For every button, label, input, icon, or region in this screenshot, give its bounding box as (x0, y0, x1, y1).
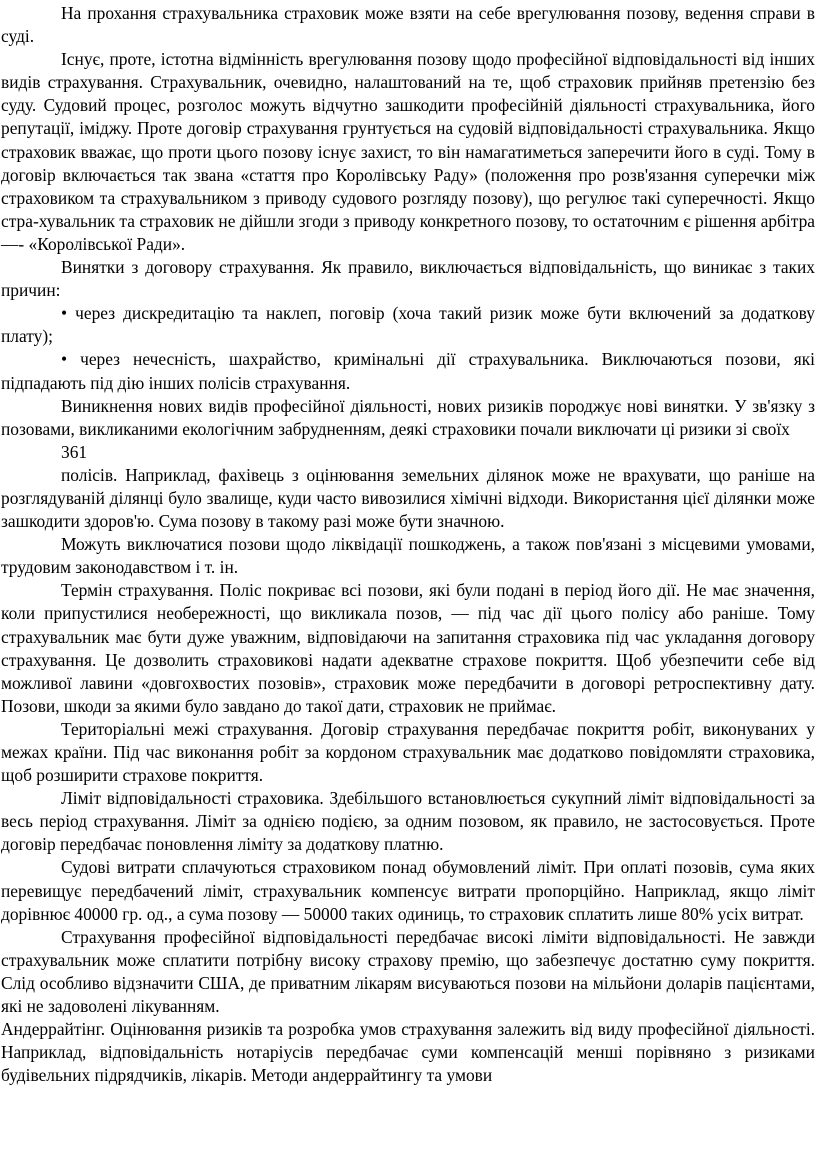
paragraph: Територіальні межі страхування. Договір страхування передбачає покриття робіт, виконуваних у межах країни. Під час виконання робіт за кордоном страхувальник має додатково повідомляти страховика, щоб розширити страхове покриття. (1, 718, 815, 786)
page-number: 361 (61, 441, 88, 462)
paragraph: Термін страхування. Поліс покриває всі позови, які були подані в період його дії. Не має значення, коли припустилися необережності, що викликала позов, — під час дії цього полісу або раніше. Тому страхувальник має бути дуже уважним, відповідаючи на запитання страховика під час укладання договору страхування. Це дозволить страховикові надати адекватне страхове покриття. Щоб убезпечити себе від можливої лавини «довгохвостих позовів», страховик може передбачити в договорі ретроспективну дату. Позови, шкоди за якими було завдано до такої дати, страховик не приймає. (1, 580, 815, 716)
paragraph: Страхування професійної відповідальності передбачає високі ліміти відповідальності. Не завжди страхувальник може сплатити потрібну високу страхову премію, що забезпечує достатню суму покриття. Слід особливо відзначити США, де приватним лікарям висуваються позови на мільйони доларів пацієнтами, які не задоволені лікуванням. (1, 926, 815, 1017)
paragraph: Судові витрати сплачуються страховиком понад обумовлений ліміт. При оплаті позовів, сума яких перевищує передбачений ліміт, страхувальник компенсує витрати пропорційно. Наприклад, якщо ліміт дорівнює 40000 гр. од., а сума позову — 50000 таких одиниць, то страховик сплатить лише 80% усіх витрат. (1, 857, 815, 924)
paragraph: Можуть виключатися позови щодо ліквідації пошкоджень, а також пов'язані з місцевими умовами, трудовим законодавством і т. ін. (1, 534, 815, 578)
paragraph: Винятки з договору страхування. Як правило, виключається відповідальність, що виникає з таких причин: (1, 257, 815, 301)
paragraph: полісів. Наприклад, фахівець з оцінювання земельних ділянок може не врахувати, що раніше на розглядуваній ділянці було звалище, куди часто вивозилися хімічні відходи. Використання цієї ділянки може зашкодити здоров'ю. Сума позову в такому разі може бути значною. (1, 464, 815, 532)
paragraph: Ліміт відповідальності страховика. Здебільшого встановлюється сукупний ліміт відповідальності за весь період страхування. Ліміт за однією подією, за одним позовом, як правило, не застосовується. Проте договір передбачає поновлення ліміту за додаткову платню. (1, 788, 815, 855)
paragraph: На прохання страхувальника страховик може взяти на себе врегулювання позову, ведення справи в суді. (1, 3, 815, 47)
paragraph: Андеррайтінг. Оцінювання ризиків та розробка умов страхування залежить від виду професійної діяльності. Наприклад, відповідальність нотаріусів передбачає суми компенсацій менші порівняно з ризиками будівельних підрядчиків, лікарів. Методи андеррайтингу та умови (1, 1019, 815, 1086)
bullet-item: • через нечесність, шахрайство, кримінальні дії страхувальника. Виключаються позови, які підпадають під дію інших полісів страхування. (1, 349, 815, 393)
bullet-item: • через дискредитацію та наклеп, поговір (хоча такий ризик може бути включений за додаткову плату); (1, 303, 815, 347)
paragraph: Існує, проте, істотна відмінність врегулювання позову щодо професійної відповідальності від інших видів страхування. Страхувальник, очевидно, налаштований на те, щоб страховик прийняв претензію без суду. Судовий процес, розголос можуть відчутно зашкодити професійній діяльності страхувальника, його репутації, іміджу. Проте договір страхування грунтується на судовій відповідальності страхувальника. Якщо страховик вважає, що проти цього позову існує захист, то він намагатиметься заперечити його в суді. Тому в договір включається так звана «стаття про Королівську Раду» (положення про розв'язання суперечки між страховиком та страхувальником з приводу судового розгляду позову), що регулює такі суперечності. Якщо стра-хувальник та страховик не дійшли згоди з приводу конкретного позову, то остаточним є рішення арбітра —- «Королівської Ради». (1, 49, 815, 254)
paragraph: Виникнення нових видів професійної діяльності, нових ризиків породжує нові винятки. У зв'язку з позовами, викликаними екологічним забрудненням, деякі страховики почали виключати ці ризики зі своїх (1, 395, 815, 439)
